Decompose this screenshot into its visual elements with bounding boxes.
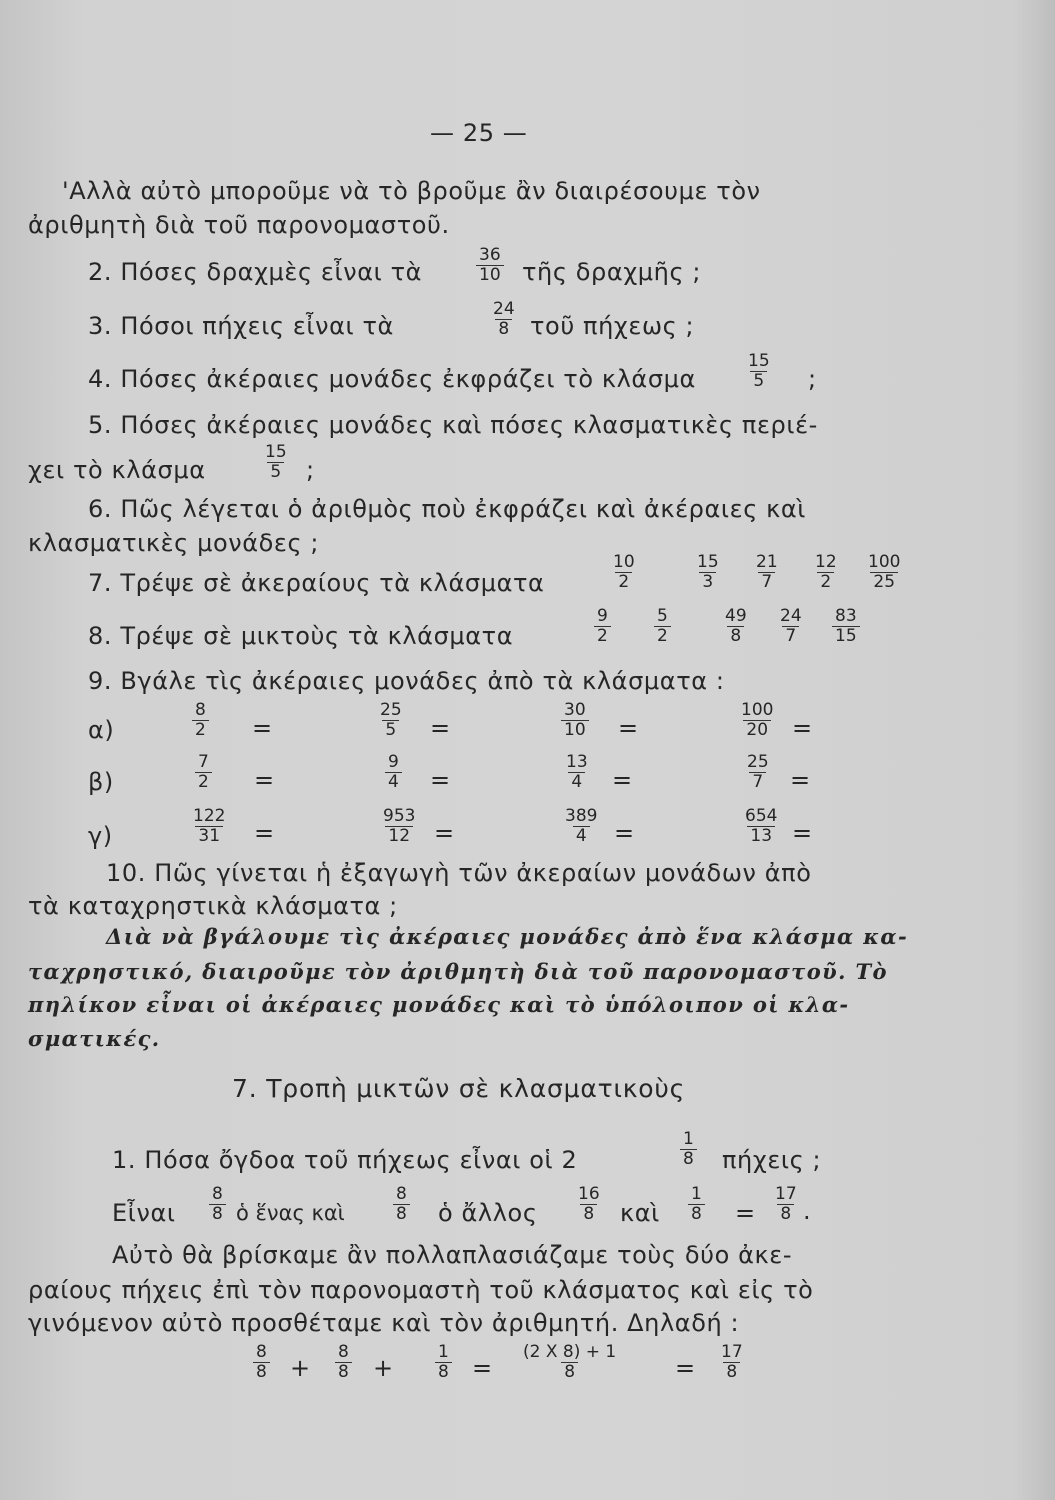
row-b-fraction-1 xyxy=(195,753,212,792)
numerator: 17 xyxy=(721,1342,743,1362)
formula-fraction-3 xyxy=(435,1343,452,1382)
denominator: 4 xyxy=(568,772,585,792)
question-5-line-1: 5. Πόσες ἀκέραιες μονάδες καὶ πόσες κλασματικὲς περιέ- xyxy=(88,411,818,439)
q7-fraction-3 xyxy=(753,553,781,592)
rule-line-3: πηλίκον εἶναι οἱ ἀκέραιες μονάδες καὶ τὸ ὑπόλοιπον οἱ κλα- xyxy=(28,992,850,1017)
question-8-text: 8. Τρέψε σὲ μικτοὺς τὰ κλάσματα xyxy=(88,622,514,650)
numerator: (2 X 8) + 1 xyxy=(523,1342,617,1362)
row-b-fraction-3 xyxy=(563,753,591,792)
denominator: 2 xyxy=(654,626,671,646)
denominator: 8 xyxy=(435,1362,452,1382)
denominator: 4 xyxy=(385,772,402,792)
equals-sign-1: = xyxy=(472,1354,493,1382)
question-6-line-1: 6. Πῶς λέγεται ὁ ἀριθμὸς ποὺ ἐκφράζει καὶ ἀκέραιες καὶ xyxy=(88,495,807,523)
denominator: 8 xyxy=(688,1204,705,1224)
denominator: 2 xyxy=(195,772,212,792)
question-4-text: 4. Πόσες ἀκέραιες μονάδες ἐκφράζει τὸ κλάσμα xyxy=(88,365,696,393)
book-page: — 25 — 'Αλλὰ αὐτὸ μποροῦμε νὰ τὸ βροῦμε ἂν διαιρέσουμε τὸν ἀριθμητὴ διὰ τοῦ παρονομαστοῦ. 2. Πόσες δραχμὲς εἶναι τὰ $\frac{36}{10}$ τῆς δραχμῆς ; 3. Πόσοι πήχεις εἶναι τὰ $\frac{24}{8}$ τοῦ πήχεως ; 4. Πόσες ἀκέραιες μονάδες ἐκφράζει τὸ κλάσμα $\frac{15}{5}$ ; 5. Πόσες ἀκέραιες μονάδες καὶ πόσες κλασματικὲς περιέ- χει τὸ κλάσμα $\frac{15}{5}$ ; 6. Πῶς λέγεται ὁ ἀριθμὸς ποὺ ἐκφράζει καὶ ἀκέραιες καὶ κλασματικὲς μονάδες ; 7. Τρέψε σὲ ἀκεραίους τὰ κλάσματα $\frac{10}{2}$ $\frac{15}{3}$ $\frac{21}{7}$ $\frac{12}{2}$ $\frac{100}{25}$ 8. Τρέψε σὲ μικτοὺς τὰ κλάσματα $\frac{9}{2}$ $\frac{5}{2}$ $\frac{49}{8}$ $\frac{24}{7}$ $\frac{83}{15}$ 9. Βγάλε τὶς ἀκέραιες μονάδες ἀπὸ τὰ κλάσματα : α) $\frac{8}{2}$ = $\frac{25}{5}$ = $\frac{30}{10}$ = $\frac{100}{20}$ = β) $\frac{7}{2}$ = $\frac{9}{4}$ = $\frac{13}{4}$ = $\frac{25}{7}$ = γ) $\frac{122}{31}$ = $\frac{953}{12}$ = $\frac{389}{4}$ = $\frac{654}{13}$ = 10. Πῶς γίνεται ἡ ἐξαγωγὴ τῶν ἀκεραίων μονάδων ἀπὸ τὰ καταχρηστικὰ κλάσματα ; Διὰ νὰ βγάλουμε τὶς ἀκέραιες μονάδες ἀπὸ ἕνα κλάσμα κα- ταχρηστικό, διαιροῦμε τὸν ἀριθμητὴ διὰ τοῦ παρονομαστοῦ. Τὸ πηλίκον εἶναι οἱ ἀκέραιες μονάδες καὶ τὸ ὑπόλοιπον οἱ κλα- σματικές. 7. Τροπὴ μικτῶν σὲ κλασματικοὺς 1. Πόσα ὄγδοα τοῦ πήχεως εἶναι οἱ 2 $\frac{1}{8}$ πήχεις ; Εἶναι $\frac{8}{8}$ ὁ ἕνας καὶ $\frac{8}{8}$ ὁ ἄλλος $\frac{16}{8}$ καὶ $\frac{1}{8}$ = $\frac{17}{8}$ . Αὐτὸ θὰ βρίσκαμε ἂν πολλαπλασιάζαμε τοὺς δύο ἀκε- ραίους πήχεις ἐπὶ τὸν παρονομαστὴ τοῦ κλάσματος καὶ εἰς τὸ γινόμενον αὐτὸ προσθέταμε καὶ τὸν ἀριθμητή. Δηλαδή : $\frac{8}{8}$ + $\frac{8}{8}$ + $\frac{1}{8}$ = $\frac{(2 X 8) + 1}{8}$ = $\frac{17}{8}$ xyxy=(0,0,1055,1500)
numerator: 7 xyxy=(198,752,209,772)
numerator: 953 xyxy=(383,806,416,826)
numerator: 25 xyxy=(380,700,402,720)
formula-fraction-5 xyxy=(718,1343,746,1382)
row-a-fraction-4 xyxy=(738,701,776,740)
denominator: 2 xyxy=(615,572,632,592)
numerator: 100 xyxy=(868,552,901,572)
numerator: 122 xyxy=(193,806,226,826)
numerator: 15 xyxy=(697,552,719,572)
denominator: 5 xyxy=(382,720,399,740)
numerator: 10 xyxy=(613,552,635,572)
row-b-fraction-4 xyxy=(744,753,772,792)
period: . xyxy=(803,1197,811,1225)
question-6-line-2: κλασματικὲς μονάδες ; xyxy=(28,529,320,557)
denominator: 5 xyxy=(267,462,284,482)
row-a-fraction-2 xyxy=(377,701,405,740)
numerator: 15 xyxy=(748,351,770,371)
row-c-fraction-4 xyxy=(742,807,780,846)
q7-fraction-1 xyxy=(610,553,638,592)
numerator: 24 xyxy=(493,299,515,319)
q7-fraction-2 xyxy=(694,553,722,592)
numerator: 8 xyxy=(338,1342,349,1362)
answer-fraction-3 xyxy=(575,1185,603,1224)
numerator: 8 xyxy=(396,1184,407,1204)
denominator: 8 xyxy=(580,1204,597,1224)
row-c-fraction-3 xyxy=(562,807,600,846)
section-title: 7. Τροπὴ μικτῶν σὲ κλασματικοὺς xyxy=(232,1074,686,1103)
equals-sign: = xyxy=(735,1199,756,1227)
formula-fraction-4 xyxy=(520,1343,619,1382)
numerator: 17 xyxy=(775,1184,797,1204)
question-10-line-1: 10. Πῶς γίνεται ἡ ἐξαγωγὴ τῶν ἀκεραίων μονάδων ἀπὸ xyxy=(106,859,812,887)
q8-fraction-5 xyxy=(832,607,860,646)
formula-fraction-1 xyxy=(253,1343,270,1382)
numerator: 12 xyxy=(815,552,837,572)
plus-sign-2: + xyxy=(373,1354,394,1382)
question-10-line-2: τὰ καταχρηστικὰ κλάσματα ; xyxy=(28,892,398,920)
denominator: 5 xyxy=(750,371,767,391)
denominator: 15 xyxy=(832,626,860,646)
denominator: 8 xyxy=(495,319,512,339)
numerator: 25 xyxy=(747,752,769,772)
denominator: 2 xyxy=(594,626,611,646)
row-c-fraction-2 xyxy=(380,807,418,846)
answer-fraction-4 xyxy=(688,1185,705,1224)
denominator: 8 xyxy=(727,626,744,646)
row-a-label: α) xyxy=(88,716,115,744)
numerator: 36 xyxy=(479,245,501,265)
denominator: 20 xyxy=(743,720,771,740)
row-c-fraction-1 xyxy=(190,807,228,846)
section-7-question-1: 1. Πόσα ὄγδοα τοῦ πήχεως εἶναι οἱ 2 xyxy=(112,1146,578,1174)
intro-line-1: 'Αλλὰ αὐτὸ μποροῦμε νὰ τὸ βροῦμε ἂν διαιρέσουμε τὸν xyxy=(62,177,761,205)
question-4-fraction xyxy=(745,352,773,391)
denominator: 7 xyxy=(782,626,799,646)
numerator: 49 xyxy=(725,606,747,626)
numerator: 15 xyxy=(265,442,287,462)
numerator: 5 xyxy=(657,606,668,626)
denominator: 8 xyxy=(253,1362,270,1382)
question-5-line-2: χει τὸ κλάσμα xyxy=(28,456,206,484)
page-number: — 25 — xyxy=(430,119,528,147)
plus-sign-1: + xyxy=(290,1354,311,1382)
numerator: 389 xyxy=(565,806,598,826)
denominator: 8 xyxy=(209,1204,226,1224)
q8-fraction-4 xyxy=(777,607,805,646)
numerator: 13 xyxy=(566,752,588,772)
row-a-fraction-3 xyxy=(561,701,589,740)
intro-line-2: ἀριθμητὴ διὰ τοῦ παρονομαστοῦ. xyxy=(28,211,450,239)
question-5-tail: ; xyxy=(306,456,315,484)
row-c-label: γ) xyxy=(88,822,113,850)
q7-fraction-4 xyxy=(812,553,840,592)
denominator: 12 xyxy=(385,826,413,846)
formula-fraction-2 xyxy=(335,1343,352,1382)
equals-sign-2: = xyxy=(675,1354,696,1382)
rule-line-2: ταχρηστικό, διαιροῦμε τὸν ἀριθμητὴ διὰ τοῦ παρονομαστοῦ. Τὸ xyxy=(28,959,888,984)
question-9-text: 9. Βγάλε τὶς ἀκέραιες μονάδες ἀπὸ τὰ κλάσματα : xyxy=(88,667,725,695)
denominator: 7 xyxy=(749,772,766,792)
question-3-text: 3. Πόσοι πήχεις εἶναι τὰ xyxy=(88,312,394,340)
numerator: 1 xyxy=(691,1184,702,1204)
denominator: 8 xyxy=(680,1149,697,1169)
question-4-tail: ; xyxy=(808,365,817,393)
question-2-text: 2. Πόσες δραχμὲς εἶναι τὰ xyxy=(88,258,423,286)
answer-word-4: καὶ xyxy=(620,1199,660,1227)
numerator: 24 xyxy=(780,606,802,626)
q8-fraction-3 xyxy=(722,607,750,646)
section-7-q1-fraction xyxy=(680,1130,697,1169)
answer-fraction-5 xyxy=(772,1185,800,1224)
numerator: 1 xyxy=(438,1342,449,1362)
numerator: 30 xyxy=(564,700,586,720)
rule-line-4: σματικές. xyxy=(28,1026,161,1051)
question-2-fraction xyxy=(476,246,504,285)
denominator: 10 xyxy=(476,265,504,285)
denominator: 7 xyxy=(758,572,775,592)
denominator: 31 xyxy=(195,826,223,846)
denominator: 2 xyxy=(192,720,209,740)
question-7-text: 7. Τρέψε σὲ ἀκεραίους τὰ κλάσματα xyxy=(88,569,545,597)
paragraph-line-1: Αὐτὸ θὰ βρίσκαμε ἂν πολλαπλασιάζαμε τοὺς δύο ἀκε- xyxy=(112,1241,793,1269)
rule-line-1: Διὰ νὰ βγάλουμε τὶς ἀκέραιες μονάδες ἀπὸ ἕνα κλάσμα κα- xyxy=(106,924,909,949)
paragraph-line-2: ραίους πήχεις ἐπὶ τὸν παρονομαστὴ τοῦ κλάσματος καὶ εἰς τὸ xyxy=(28,1276,814,1304)
denominator: 8 xyxy=(723,1362,740,1382)
denominator: 10 xyxy=(561,720,589,740)
numerator: 8 xyxy=(256,1342,267,1362)
denominator: 3 xyxy=(699,572,716,592)
numerator: 8 xyxy=(195,700,206,720)
answer-fraction-2 xyxy=(393,1185,410,1224)
q8-fraction-1 xyxy=(594,607,611,646)
denominator: 13 xyxy=(747,826,775,846)
question-3-tail: τοῦ πήχεως ; xyxy=(530,312,695,340)
question-2-tail: τῆς δραχμῆς ; xyxy=(522,258,702,286)
row-a-fraction-1 xyxy=(192,701,209,740)
numerator: 21 xyxy=(756,552,778,572)
denominator: 8 xyxy=(393,1204,410,1224)
denominator: 4 xyxy=(573,826,590,846)
numerator: 8 xyxy=(212,1184,223,1204)
paragraph-line-3: γινόμενον αὐτὸ προσθέταμε καὶ τὸν ἀριθμητή. Δηλαδή : xyxy=(28,1309,740,1337)
numerator: 9 xyxy=(388,752,399,772)
numerator: 654 xyxy=(745,806,778,826)
answer-fraction-1 xyxy=(209,1185,226,1224)
q8-fraction-2 xyxy=(654,607,671,646)
denominator: 2 xyxy=(817,572,834,592)
question-3-fraction xyxy=(490,300,518,339)
numerator: 9 xyxy=(597,606,608,626)
numerator: 83 xyxy=(835,606,857,626)
row-b-fraction-2 xyxy=(385,753,402,792)
answer-word-2: ὁ ἕνας καὶ xyxy=(236,1201,345,1225)
numerator: 100 xyxy=(741,700,774,720)
question-5-fraction xyxy=(262,443,290,482)
section-7-q1-tail: πήχεις ; xyxy=(722,1146,822,1174)
denominator: 25 xyxy=(870,572,898,592)
denominator: 8 xyxy=(335,1362,352,1382)
answer-word-3: ὁ ἄλλος xyxy=(438,1199,538,1227)
denominator: 8 xyxy=(777,1204,794,1224)
row-b-label: β) xyxy=(88,768,114,796)
numerator: 1 xyxy=(683,1129,694,1149)
q7-fraction-5 xyxy=(865,553,903,592)
numerator: 16 xyxy=(578,1184,600,1204)
denominator: 8 xyxy=(561,1362,578,1382)
answer-word-1: Εἶναι xyxy=(112,1199,176,1227)
